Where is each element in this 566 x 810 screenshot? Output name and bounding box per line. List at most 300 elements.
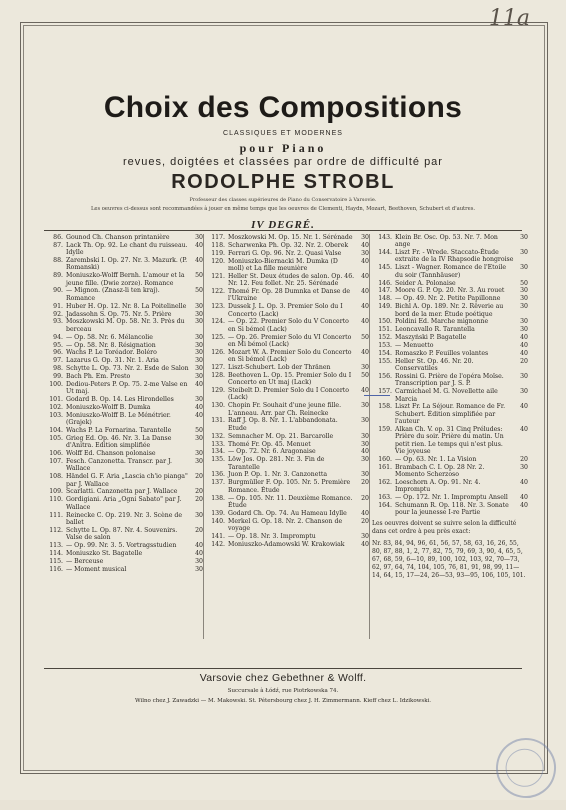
entry-price: 40: [195, 380, 203, 388]
entry-number: 114.: [49, 549, 63, 557]
catalog-entry: [372, 373, 528, 388]
entry-title: Klein Br. Osc. Op. 53. Nr. 7. Mon ange: [395, 234, 498, 249]
revision-line: revues, doigtées et classées par ordre de difficulté par: [123, 156, 443, 168]
catalog-entry: [372, 342, 528, 349]
catalog-entry: [372, 403, 528, 425]
entry-price: 40: [195, 411, 203, 419]
entry-price: 30: [195, 234, 203, 241]
entry-number: 112.: [49, 526, 63, 534]
catalog-entry: [43, 473, 203, 488]
entry-title: Godard Ch. Op. 74. Au Hameau Idylle: [228, 509, 347, 517]
entry-title: — Moment musical: [66, 565, 127, 573]
catalog-entry: [372, 426, 528, 455]
entry-title: Lack Th. Op. 92. Le chant du ruisseau. Idylle: [66, 241, 188, 257]
catalog-entry: [43, 512, 203, 527]
entry-price: 40: [520, 342, 528, 350]
catalog-entry: [205, 541, 369, 548]
publisher-cities: Wilno chez J. Zawadzki — M. Makowski. St. Pétersbourg chez J. H. Zimmermann. Kieff chez L. Idzikowski.: [134, 698, 432, 704]
entry-price: 20: [195, 488, 203, 496]
catalog-entry: [372, 456, 528, 463]
entry-price: 30: [195, 333, 203, 341]
entry-number: 98.: [53, 365, 63, 373]
catalog-entry: [43, 435, 203, 450]
entry-title: Wachs P. La Fornarina. Tarantelle: [66, 427, 172, 435]
catalog-entry: [205, 242, 369, 249]
entry-title: Bichl A. Op. 189. Nr. 2. Rêverie au bord de la mer. Étude poétique: [395, 303, 504, 318]
entry-title: Beethoven L. Op. 15. Premier Solo du I Concerto en Ut maj (Lack): [228, 371, 352, 387]
entry-title: Heller St. Deux études de salon. Op. 46. Nr. 12. Feu follet. Nr. 25. Sérénade: [228, 272, 355, 288]
entry-price: 30: [361, 432, 369, 440]
catalog-entry: [372, 303, 528, 318]
entry-number: 107.: [49, 458, 63, 466]
catalog-entry: [43, 373, 203, 380]
entry-price: 30: [195, 341, 203, 349]
entry-number: 116.: [49, 565, 63, 573]
entry-number: 109.: [49, 488, 63, 496]
entry-price: 50: [195, 427, 203, 435]
entry-title: — Op. 63. Nr. 1. La Vision: [395, 455, 477, 463]
entry-title: Godard B. Op. 14. Les Hirondelles: [66, 396, 174, 404]
entry-price: 40: [361, 318, 369, 326]
catalog-column-3: [372, 234, 528, 580]
entry-title: Moszkowski M. Op. 58. Nr. 3. Près du berceau: [66, 318, 185, 333]
entry-price: 30: [195, 310, 203, 318]
entry-price: 30: [195, 396, 203, 404]
entry-number: 113.: [49, 541, 63, 549]
entry-price: 30: [520, 287, 528, 295]
entry-title: — Mignon. (Znasz-li ten kraj). Romance: [66, 287, 160, 302]
entry-price: 30: [520, 373, 528, 381]
entry-price: 40: [361, 348, 369, 356]
entry-title: Reinecke C. Op. 219. Nr. 3. Scène de ballet: [66, 511, 183, 526]
entry-price: 50: [361, 333, 369, 341]
entry-title: Liszt-Schubert. Lob der Thränen: [228, 363, 331, 371]
entry-number: 159.: [378, 425, 392, 433]
entry-number: 106.: [49, 450, 63, 458]
entry-title: Leoncavallo R. Tarantella: [395, 326, 475, 334]
entry-title: — Op. 172. Nr. 1. Impromptu Ansell: [395, 493, 508, 501]
catalog-entry: [43, 427, 203, 434]
entry-title: Heller St. Op. 46. Nr. 20. Conservatiles: [395, 357, 474, 373]
catalog-entry: [43, 303, 203, 310]
catalog-entry: [372, 350, 528, 357]
entry-title: Burgmüller F. Op. 105. Nr. 5. Première Romance. Étude: [228, 479, 351, 494]
catalog-entry: [205, 456, 369, 471]
entry-number: 117.: [211, 234, 225, 241]
catalog-entry: [205, 518, 369, 533]
entry-price: 30: [361, 532, 369, 540]
entry-number: 118.: [211, 241, 225, 249]
entry-title: Händel G. F. Aria „Lascia ch'io pianga" par J. Wallace: [66, 473, 188, 488]
catalog-entry: [372, 334, 528, 341]
catalog-column-2: [205, 234, 369, 549]
entry-price: 40: [195, 541, 203, 549]
catalog-entry: [205, 387, 369, 402]
entry-price: 20: [195, 473, 203, 481]
entry-title: Juon P. Op. 1. Nr. 3. Canzonetta: [228, 471, 328, 479]
entry-number: 91.: [53, 302, 63, 310]
entry-number: 158.: [378, 403, 392, 411]
entry-title: Jadassohn S. Op. 75. Nr. 5. Prière: [66, 310, 172, 318]
entry-number: 90.: [53, 287, 63, 295]
entry-price: 40: [520, 493, 528, 501]
catalog-column-3-list: [372, 234, 528, 516]
entry-title: Alkan Ch. V. op. 31 Cinq Préludes: Prière du soir. Prière du matin. Un petit rien. Le temps qui n'est plus. Vie joyeuse: [395, 425, 504, 455]
entry-number: 126.: [211, 348, 225, 356]
entry-price: 30: [361, 402, 369, 410]
entry-price: 30: [520, 326, 528, 334]
entry-number: 155.: [378, 357, 392, 365]
entry-price: 50: [195, 272, 203, 280]
catalog-entry: [372, 264, 528, 279]
catalog-entry: [43, 234, 203, 241]
entry-price: 30: [520, 295, 528, 303]
entry-number: 129.: [211, 387, 225, 395]
entry-number: 161.: [378, 463, 392, 471]
entry-price: 40: [361, 272, 369, 280]
entry-price: 30: [195, 318, 203, 326]
entry-price: 30: [195, 435, 203, 442]
catalog-entry: [43, 365, 203, 372]
catalog-entry: [205, 533, 369, 540]
entry-title: Ferrari G. Op. 96. Nr. 2. Quasi Valse: [228, 249, 342, 257]
publisher-address: Succursale à Łódź, rue Piotrkowska 74.: [227, 688, 339, 694]
entry-price: 30: [361, 249, 369, 257]
entry-price: 30: [361, 417, 369, 425]
entry-price: 50: [195, 287, 203, 295]
entry-title: Scharwenka Ph. Op. 32. Nr. 2. Oberek: [228, 241, 349, 249]
entry-number: 141.: [211, 532, 225, 540]
entry-price: 40: [520, 403, 528, 411]
entry-price: 40: [361, 303, 369, 311]
entry-title: Lazarus G. Op. 31. Nr. 1. Aria: [66, 357, 159, 365]
entry-title: Steibelt D. Premier Solo du I Concerto (Lack): [228, 387, 350, 402]
entry-number: 115.: [49, 557, 63, 565]
catalog-entry: [43, 550, 203, 557]
catalog-entry: [205, 495, 369, 510]
entry-title: Moszkowski M. Op. 15. Nr. 1. Sérénade: [228, 234, 353, 241]
entry-price: 40: [195, 257, 203, 265]
entry-title: Schytte L. Op. 87. Nr. 4. Souvenirs. Valse de salon: [66, 526, 178, 542]
entry-price: 20: [520, 357, 528, 365]
entry-title: Poldini Ed. Marche mignonne: [395, 318, 489, 326]
entry-title: Dediou-Peters P. Op. 75. 2-me Valse en Ut maj.: [66, 380, 188, 396]
entry-title: Löw Jos. Op. 281. Nr. 3. Fin de Tarantelle: [228, 456, 325, 471]
entry-number: 162.: [378, 478, 392, 486]
catalog-entry: [43, 488, 203, 495]
catalog-entry: [205, 372, 369, 387]
entry-price: 30: [195, 373, 203, 381]
entry-title: Schumann R. Op. 118. Nr. 3. Sonate pour la jeunesse I-re Partie: [395, 501, 509, 517]
degree-heading: IV DEGRÉ.: [251, 219, 315, 231]
catalog-entry: [43, 496, 203, 511]
entry-number: 157.: [378, 388, 392, 396]
entry-number: 128.: [211, 371, 225, 379]
catalog-entry: [205, 479, 369, 494]
catalog-entry: [205, 510, 369, 517]
catalog-entry: [43, 404, 203, 411]
entry-number: 134.: [211, 448, 225, 456]
entry-price: 30: [195, 511, 203, 519]
catalog-entry: [43, 342, 203, 349]
entry-title: Brambach C. I. Op. 28 Nr. 2. Momento Scherzoso: [395, 463, 485, 478]
entry-title: Moniuszko St. Bagatelle: [66, 549, 143, 557]
catalog-entry: [205, 441, 369, 448]
entry-price: 40: [520, 501, 528, 509]
entry-number: 156.: [378, 373, 392, 381]
entry-title: Semnacher M. Op. 21. Barcarolle: [228, 432, 334, 440]
catalog-entry: [43, 458, 203, 473]
entry-number: 147.: [378, 287, 392, 295]
order-numbers: Nr. 83, 84, 94, 96, 61, 56, 57, 58, 63, 16, 26, 55, 80, 87, 88, 1, 2, 77, 82, 75, 79, 69, 3, 90, 4, 65, 5, 67, 68, 59, 6—10, 89, 100, 102, 103, 92, 70—73, 62, 97, 64, 74, 104, 105, 76, 81, 91, 98, 99, 11—14, 64, 15, 17—24, 26—53, 93—95, 106, 105, 101.: [372, 540, 526, 580]
entry-price: 30: [195, 302, 203, 310]
entry-number: 163.: [378, 493, 392, 501]
entry-title: Thomé Fr. Op. 45. Menuet: [228, 440, 311, 448]
catalog-entry: [205, 349, 369, 364]
catalog-entry: [372, 494, 528, 501]
entry-number: 142.: [211, 540, 225, 548]
entry-title: Moniuszko-Wolff B. Le Ménétrier. (Grajek): [66, 411, 171, 427]
entry-title: Loeschorn A. Op. 91. Nr. 4. Impromptu: [395, 478, 481, 494]
entry-price: 30: [361, 440, 369, 448]
publisher-name: Varsovie chez Gebethner & Wolff.: [199, 672, 367, 684]
entry-title: — Op. 72. Nr. 6. Aragonaise: [228, 448, 316, 456]
catalog-entry: [372, 249, 528, 264]
entry-number: 105.: [49, 435, 63, 442]
entry-number: 111.: [49, 511, 63, 519]
entry-price: 30: [361, 471, 369, 479]
catalog-entry: [43, 566, 203, 573]
catalog-entry: [372, 502, 528, 517]
entry-title: Bach Ph. Em. Presto: [66, 373, 131, 381]
entry-number: 119.: [211, 249, 225, 257]
entry-title: Moniuszko-Wolff Bernh. L'amour et la jeune fille. (Dwie zorze). Romance: [66, 272, 185, 287]
catalog-entry: [43, 311, 203, 318]
recommendation-note: Les oeuvres ci-dessus sont recommandées à jouer en même temps que les oeuvres de Clementi, Haydn, Mozart, Beethoven, Schubert et d'autres.: [90, 206, 476, 212]
entry-number: 133.: [211, 440, 225, 448]
entry-title: Moore G. P. Op. 20. Nr. 3. Au rouet: [395, 287, 505, 295]
pen-mark: [364, 395, 390, 396]
entry-number: 152.: [378, 334, 392, 342]
entry-title: — Op. 49. Nr. 2. Petite Papillonne: [395, 295, 501, 303]
entry-number: 160.: [378, 455, 392, 463]
divider-bottom: [44, 668, 522, 669]
entry-title: Scarlatti. Canzonetta par J. Wallace: [66, 488, 178, 496]
catalog-entry: [43, 357, 203, 364]
entry-title: Seider A. Polonaise: [395, 279, 456, 287]
entry-number: 139.: [211, 509, 225, 517]
entry-price: 40: [361, 540, 369, 548]
entry-price: 40: [520, 334, 528, 342]
entry-price: 30: [195, 450, 203, 458]
catalog-entry: [43, 527, 203, 542]
entry-number: 108.: [49, 473, 63, 481]
catalog-entry: [205, 433, 369, 440]
entry-number: 121.: [211, 272, 225, 280]
entry-number: 140.: [211, 517, 225, 525]
catalog-entry: [43, 558, 203, 565]
entry-title: — Menuetto: [395, 342, 434, 350]
entry-number: 136.: [211, 471, 225, 479]
entry-price: 30: [361, 363, 369, 371]
entry-number: 100.: [49, 380, 63, 388]
catalog-entry: [205, 303, 369, 318]
entry-price: 30: [361, 234, 369, 241]
entry-title: — Op. 105. Nr. 11. Deuxième Romance. Étude: [228, 494, 353, 509]
entry-title: Liszt Fr. La Séjour. Romance de Fr. Schubert. Édition simplifiée par l'auteur: [395, 403, 506, 426]
entry-number: 146.: [378, 279, 392, 287]
entry-price: 20: [361, 494, 369, 502]
entry-number: 88.: [53, 257, 63, 265]
entry-number: 103.: [49, 411, 63, 419]
entry-title: Fesch. Canzonetta. Transcr. par J. Wallace: [66, 458, 172, 473]
entry-price: 30: [195, 357, 203, 365]
entry-number: 86.: [53, 234, 63, 241]
entry-number: 153.: [378, 342, 392, 350]
entry-number: 102.: [49, 404, 63, 412]
entry-price: 40: [361, 509, 369, 517]
catalog-entry: [43, 272, 203, 287]
entry-number: 131.: [211, 417, 225, 425]
author-position: Professeur des classes supérieures de Piano du Conservatoire à Varsovie.: [189, 197, 377, 203]
entry-number: 96.: [53, 349, 63, 357]
catalog-entry: [205, 417, 369, 432]
catalog-entry: [372, 287, 528, 294]
entry-price: 20: [361, 479, 369, 487]
entry-price: 30: [361, 456, 369, 464]
entry-title: Rossini G. Prière de l'opéra Moïse. Transcription par J. S. P.: [395, 373, 504, 388]
entry-price: 40: [361, 387, 369, 395]
entry-number: 95.: [53, 341, 63, 349]
entry-number: 87.: [53, 241, 63, 249]
entry-number: 149.: [378, 303, 392, 311]
catalog-entry: [205, 364, 369, 371]
entry-price: 40: [361, 241, 369, 249]
entry-title: Carmichael M. G. Novellette aile Marcia: [395, 388, 498, 403]
entry-price: 30: [520, 234, 528, 241]
catalog-title: Choix des Compositions: [103, 91, 463, 124]
entry-number: 132.: [211, 432, 225, 440]
catalog-entry: [205, 234, 369, 241]
entry-price: 30: [520, 264, 528, 272]
entry-price: 40: [520, 425, 528, 433]
catalog-entry: [43, 257, 203, 272]
catalog-entry: [205, 288, 369, 303]
catalog-entry: [372, 318, 528, 325]
entry-price: 40: [195, 241, 203, 249]
entry-price: 30: [520, 318, 528, 326]
entry-title: Grieg Ed. Op. 46. Nr. 3. La Danse d'Anitra. Edition simplifiée: [66, 435, 172, 450]
entry-price: 30: [195, 458, 203, 466]
entry-price: 20: [361, 517, 369, 525]
column-separator: [203, 234, 204, 639]
entry-title: Moniuszko-Adamowski W. Krakowiak: [228, 540, 345, 548]
entry-price: 40: [520, 478, 528, 486]
catalog-entry: [43, 318, 203, 333]
entry-title: — Berceuse: [66, 557, 104, 565]
entry-title: — Op. 18. Nr. 3. Impromptu: [228, 532, 316, 540]
entry-title: Mozart W. A. Premier Solo du Concerto en Si bémol (Lack): [228, 348, 352, 364]
entry-number: 123.: [211, 303, 225, 311]
catalog-entry: [205, 318, 369, 333]
divider-top: [44, 230, 522, 231]
catalog-entry: [205, 273, 369, 288]
catalog-entry: [205, 250, 369, 257]
entry-price: 40: [195, 549, 203, 557]
entry-title: Thomé Fr. Op. 28 Dumnka et Danse de l'Ukraine: [228, 288, 351, 303]
catalog-entry: [372, 464, 528, 479]
entry-title: Dussek J. L. Op. 3. Premier Solo du I Concerto (Lack): [228, 303, 343, 318]
entry-number: 145.: [378, 264, 392, 272]
entry-number: 154.: [378, 349, 392, 357]
entry-number: 150.: [378, 318, 392, 326]
catalog-entry: [205, 471, 369, 478]
catalog-entry: [372, 479, 528, 494]
catalog-entry: [43, 349, 203, 356]
catalog-entry: [43, 242, 203, 257]
entry-price: 40: [361, 288, 369, 296]
entry-price: 30: [520, 388, 528, 396]
catalog-column-1: [43, 234, 203, 573]
entry-title: Gounod Ch. Chanson printanière: [66, 234, 170, 241]
entry-title: — Op. 99. Nr. 3. 5. Vortragsstudien: [66, 541, 177, 549]
entry-price: 30: [195, 557, 203, 565]
catalog-entry: [372, 280, 528, 287]
catalog-entry: [372, 388, 528, 403]
entry-number: 89.: [53, 272, 63, 280]
author-name: RODOLPHE STROBL: [171, 171, 395, 193]
entry-price: 30: [520, 303, 528, 311]
entry-number: 92.: [53, 310, 63, 318]
catalog-entry: [43, 396, 203, 403]
entry-number: 135.: [211, 456, 225, 464]
column-separator: [369, 234, 370, 639]
entry-number: 151.: [378, 326, 392, 334]
entry-number: 110.: [49, 496, 63, 504]
entry-number: 120.: [211, 257, 225, 265]
entry-number: 97.: [53, 357, 63, 365]
catalog-entry: [43, 287, 203, 302]
catalog-entry: [205, 448, 369, 455]
entry-number: 101.: [49, 396, 63, 404]
entry-title: Moniuszko-Biernacki M. Dumka (D moll) et La fille meunière: [228, 257, 338, 272]
entry-number: 94.: [53, 333, 63, 341]
entry-number: 104.: [49, 427, 63, 435]
entry-number: 143.: [378, 234, 392, 241]
entry-number: 127.: [211, 363, 225, 371]
entry-price: 30: [195, 349, 203, 357]
entry-title: Huber H. Op. 12. Nr. 8. La Poitelinelle: [66, 302, 187, 310]
entry-number: 138.: [211, 494, 225, 502]
entry-price: 30: [195, 365, 203, 373]
handwritten-number: 11a: [488, 6, 530, 31]
entry-number: 130.: [211, 402, 225, 410]
entry-title: Moniuszko-Wolff B. Dumka: [66, 404, 151, 412]
entry-price: 30: [195, 565, 203, 573]
catalog-entry: [205, 402, 369, 417]
entry-price: 30: [520, 463, 528, 471]
catalog-entry: [372, 234, 528, 249]
entry-price: 20: [520, 455, 528, 463]
catalog-entry: [372, 295, 528, 302]
catalog-entry: [43, 542, 203, 549]
entry-title: Maszyński P. Bagatelle: [395, 334, 467, 342]
catalog-entry: [372, 326, 528, 333]
entry-title: Wachs P. Le Toréador. Boléro: [66, 349, 157, 357]
entry-title: Schytte L. Op. 73. Nr. 2. Esde de Salon: [66, 365, 189, 373]
entry-number: 124.: [211, 318, 225, 326]
entry-price: 40: [361, 257, 369, 265]
